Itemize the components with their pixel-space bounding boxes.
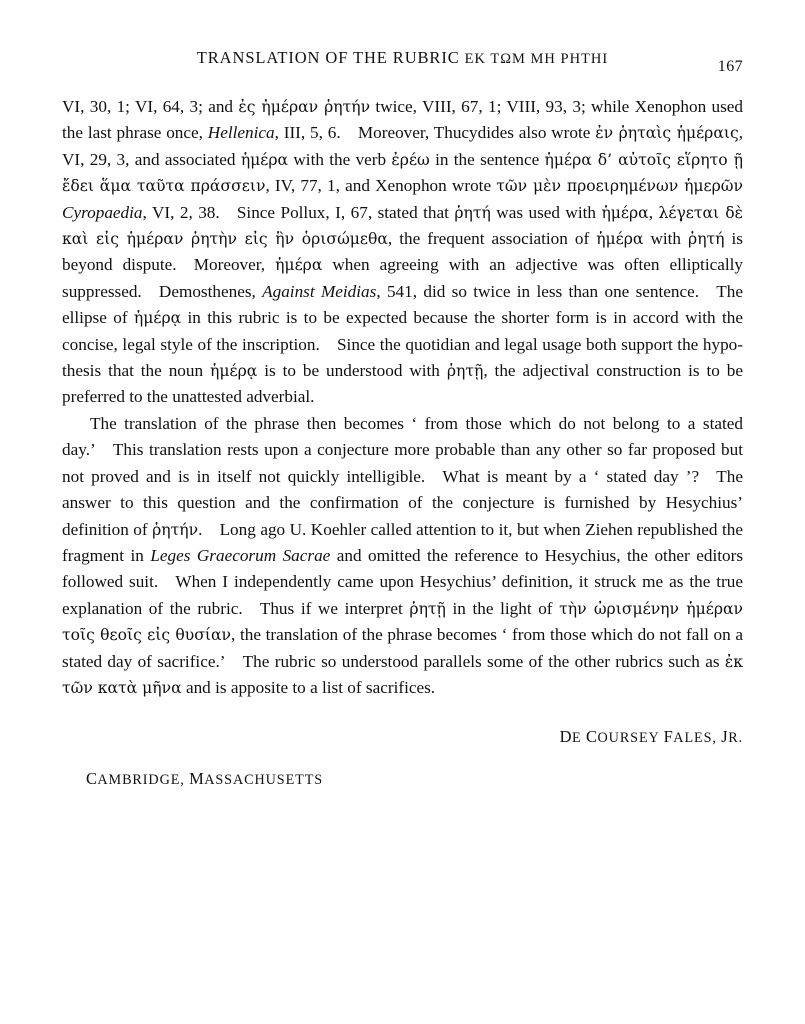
affiliation-cambridge: AMBRIDGE, bbox=[97, 772, 190, 789]
signature-jr: R. bbox=[728, 730, 743, 747]
paragraph-2: The translation of the phrase then becomes ‘ from those which do not belong to a stated day.’ This translation rests upon a conjecture more probable than any other so far proposed but not proved and is in itself not quickly intelligible. What is meant by a ‘ stated day ’? The answer to this question and the confirmation of the conjecture is furnished by Hesychius’ definition of ῥητήν. Long ago U. Koehler called attention to it, but when Ziehen republished the fragment in Leges Graecorum Sacrae and omitted the reference to Hesychius, the other editors followed suit. When I independently came upon Hesychius’ definition, it struck me as the true explanation of the rubric. Thus if we interpret ῥητῇ in the light of τὴν ὠρισμένην ἡμέραν τοῖς θεοῖς εἰς θυσίαν, the translation of the phrase becomes ‘ from those which do not fall on a stated day of sacrifice.’ The rubric so understood parallels some of the other rubrics such as ἐκ τῶν κατὰ μῆνα and is apposite to a list of sacrifices. bbox=[62, 413, 744, 697]
signature-de: E bbox=[572, 730, 587, 747]
page-number: 167 bbox=[717, 58, 743, 75]
running-head-main-title: TRANSLATION OF THE RUBRIC bbox=[196, 48, 465, 67]
page-title bbox=[197, 48, 608, 68]
signature-f: F bbox=[663, 727, 674, 747]
body-text bbox=[62, 94, 743, 701]
signature-j: J bbox=[721, 727, 729, 747]
signature-d: D bbox=[559, 727, 572, 747]
paragraph-1: VI, 30, 1; VI, 64, 3; and ἐς ἡμέραν ῥητήν twice, VIII, 67, 1; VIII, 93, 3; while Xenophon used the last phrase once, Hellenica, III, 5, 6. Moreover, Thucydides also wrote ἐν ῥηταὶς ἡμέραις, VI, 29, 3, and associated ἡμέρα with the verb ἐρέω in the sentence ἡμέρα δ’ αὐτοῖς εἵρητο ῇ ἔδει ἅμα ταῦτα πράσσειν, IV, 77, 1, and Xenophon wrote τῶν μὲν προειρημένων ἡμερῶν Cyropaedia, VI, 2, 38. Since Pollux, I, 67, stated that ῥητή was used with ἡμέρα, λέγεται δὲ καὶ εἰς ἡμέραν ῥητὴν εἰς ἣν ὁρισώμεθα, the frequent association of ἡμέρα with ῥητή is beyond dispute. Moreover, ἡμέρα when agreeing with an adjective was often elliptically suppressed. Demosthenes, Against Meidias, 541, did so twice in less than one sentence. The ellipse of ἡμέρᾳ in this rubric is to be expected because the shorter form is in accord with the concise, legal style of the inscription. Since the quotidian and legal usage both support the hypo-thesis that the noun ἡμέρᾳ is to be understood with ῥητῇ, the adjectival construction is to be preferred to the unattested adverbial. bbox=[62, 97, 744, 407]
affiliation-massachusetts: ASSACHUSETTS bbox=[204, 772, 324, 789]
signature-c: C bbox=[586, 727, 598, 747]
running-head-greek-title: EK TΩM MH PHTHI bbox=[464, 51, 609, 67]
signature-fales: ALES, bbox=[673, 730, 722, 747]
author-signature bbox=[62, 727, 743, 747]
affiliation-m: M bbox=[189, 769, 205, 789]
running-head bbox=[62, 48, 743, 76]
signature-coursey: OURSEY bbox=[597, 730, 664, 747]
affiliation-c: C bbox=[86, 769, 98, 789]
author-affiliation bbox=[62, 769, 743, 789]
